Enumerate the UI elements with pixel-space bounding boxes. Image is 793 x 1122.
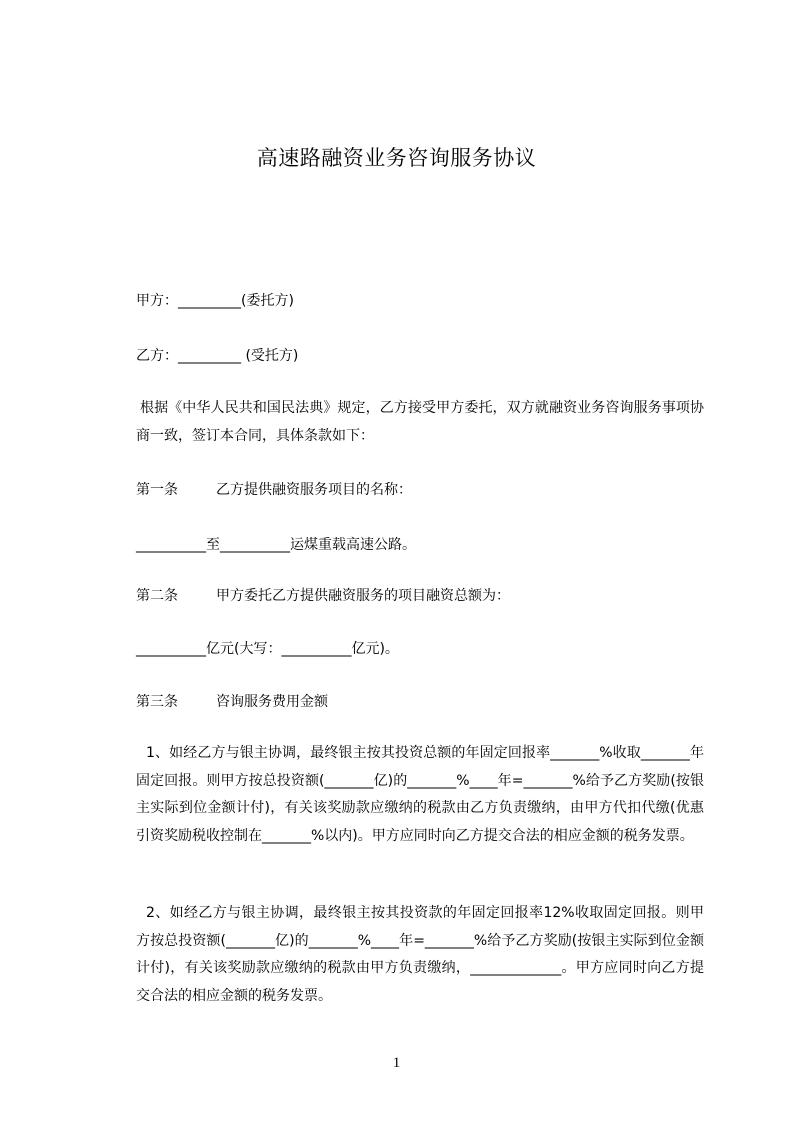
intro-paragraph: 根据《中华人民共和国民法典》规定，乙方接受甲方委托，双方就融资业务咨询服务事项协商一致，签订本合同，具体条款如下： — [136, 400, 704, 444]
party-a-line: 甲方：_________(委托方) — [136, 293, 294, 309]
clause-1-paragraph: 1、如经乙方与银主协调，最终银主按其投资总额的年固定回报率_______%收取_______年固定回报。则甲方按总投资额(_______亿)的_______%____年=_______%给予乙方奖励(按银主实际到位金额计付)，有关该奖励款应缴纳的税款由乙方负责缴纳，由甲方代扣代缴(优惠引资奖励税收控制在_______%以内)。甲方应同时向乙方提交合法的相应金额的税务发票。 — [136, 745, 704, 844]
article-2-label: 第二条 — [136, 588, 178, 604]
document-title: 高速路融资业务咨询服务协议 — [256, 146, 537, 170]
article-1-fill-line: __________至__________运煤重载高速公路。 — [136, 537, 416, 553]
page-number: 1 — [392, 1055, 401, 1071]
clause-2-paragraph: 2、如经乙方与银主协调，最终银主按其投资款的年固定回报率12%收取固定回报。则甲方按总投资额(_______亿)的_______%____年=_______%给予乙方奖励(按银主实际到位金额计付)，有关该奖励款应缴纳的税款由甲方负责缴纳，_____________。甲方应同时向乙方提交合法的相应金额的税务发票。 — [136, 905, 704, 1004]
article-3-text: 咨询服务费用金额 — [216, 694, 328, 710]
article-3-label: 第三条 — [136, 694, 178, 710]
party-b-line: 乙方：_________ (受托方) — [136, 348, 299, 364]
article-2-fill-line: __________亿元(大写：__________亿元)。 — [136, 641, 399, 657]
article-1-text: 乙方提供融资服务项目的名称： — [216, 482, 412, 498]
article-1-label: 第一条 — [136, 482, 178, 498]
article-2-text: 甲方委托乙方提供融资服务的项目融资总额为： — [216, 588, 510, 604]
